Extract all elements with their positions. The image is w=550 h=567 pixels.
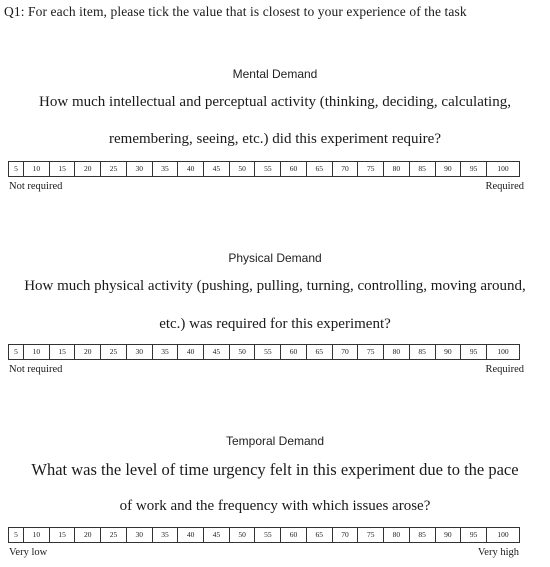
section-title: Physical Demand xyxy=(228,251,322,265)
scale-high-label: Required xyxy=(485,364,524,375)
scale-option-20[interactable]: 20 xyxy=(75,162,101,176)
scale-option-80[interactable]: 80 xyxy=(384,345,410,359)
scale-option-90[interactable]: 90 xyxy=(436,162,462,176)
scale-option-35[interactable]: 35 xyxy=(153,162,179,176)
scale-option-55[interactable]: 55 xyxy=(255,162,281,176)
scale-option-15[interactable]: 15 xyxy=(50,162,76,176)
scale-option-90[interactable]: 90 xyxy=(436,345,462,359)
scale-option-30[interactable]: 30 xyxy=(127,345,153,359)
scale-option-80[interactable]: 80 xyxy=(384,162,410,176)
scale-option-25[interactable]: 25 xyxy=(101,162,127,176)
scale-option-40[interactable]: 40 xyxy=(178,162,204,176)
rating-scale xyxy=(8,161,520,177)
scale-option-75[interactable]: 75 xyxy=(358,528,384,542)
rating-scale xyxy=(8,344,520,360)
scale-low-label: Not required xyxy=(9,181,63,192)
scale-option-60[interactable]: 60 xyxy=(281,528,307,542)
question-text-line2: etc.) was required for this experiment? xyxy=(159,316,391,332)
scale-option-25[interactable]: 25 xyxy=(101,528,127,542)
scale-option-45[interactable]: 45 xyxy=(204,528,230,542)
scale-option-100[interactable]: 100 xyxy=(497,164,509,173)
scale-option-15[interactable]: 15 xyxy=(50,528,76,542)
scale-low-label: Very low xyxy=(9,547,48,558)
scale-option-65[interactable]: 65 xyxy=(307,528,333,542)
question-text-line1: What was the level of time urgency felt in this experiment due to the pace xyxy=(31,460,519,479)
scale-option-20[interactable]: 20 xyxy=(75,528,101,542)
scale-low-label: Not required xyxy=(9,364,63,375)
scale-option-65[interactable]: 65 xyxy=(307,345,333,359)
scale-option-20[interactable]: 20 xyxy=(75,345,101,359)
scale-option-45[interactable]: 45 xyxy=(204,162,230,176)
scale-option-50[interactable]: 50 xyxy=(230,162,256,176)
scale-option-70[interactable]: 70 xyxy=(333,345,359,359)
scale-option-55[interactable]: 55 xyxy=(255,528,281,542)
scale-option-95[interactable]: 95 xyxy=(461,345,487,359)
scale-option-100[interactable]: 100 xyxy=(497,530,509,539)
scale-option-45[interactable]: 45 xyxy=(204,345,230,359)
scale-high-label: Very high xyxy=(477,547,519,558)
scale-option-5[interactable]: 5 xyxy=(9,528,24,542)
scale-option-10[interactable]: 10 xyxy=(24,345,50,359)
scale-option-50[interactable]: 50 xyxy=(230,345,256,359)
question-text-line2: remembering, seeing, etc.) did this experiment require? xyxy=(109,131,441,147)
scale-option-75[interactable]: 75 xyxy=(358,162,384,176)
scale-option-70[interactable]: 70 xyxy=(333,162,359,176)
scale-high-label: Required xyxy=(485,181,524,192)
scale-option-90[interactable]: 90 xyxy=(436,528,462,542)
scale-option-5[interactable]: 5 xyxy=(9,162,24,176)
section-title: Mental Demand xyxy=(232,67,318,81)
scale-option-100[interactable]: 100 xyxy=(497,347,509,356)
section-title: Temporal Demand xyxy=(225,434,325,448)
scale-option-85[interactable]: 85 xyxy=(410,528,436,542)
scale-option-15[interactable]: 15 xyxy=(50,345,76,359)
scale-option-85[interactable]: 85 xyxy=(410,162,436,176)
scale-option-50[interactable]: 50 xyxy=(230,528,256,542)
scale-option-70[interactable]: 70 xyxy=(333,528,359,542)
scale-option-95[interactable]: 95 xyxy=(461,528,487,542)
scale-option-30[interactable]: 30 xyxy=(127,528,153,542)
scale-option-60[interactable]: 60 xyxy=(281,162,307,176)
scale-option-10[interactable]: 10 xyxy=(24,162,50,176)
rating-scale xyxy=(8,527,520,543)
question-text-line2: of work and the frequency with which issues arose? xyxy=(119,498,431,514)
scale-option-80[interactable]: 80 xyxy=(384,528,410,542)
scale-option-40[interactable]: 40 xyxy=(178,528,204,542)
scale-option-40[interactable]: 40 xyxy=(178,345,204,359)
scale-option-30[interactable]: 30 xyxy=(127,162,153,176)
scale-option-60[interactable]: 60 xyxy=(281,345,307,359)
question-header: Q1: For each item, please tick the value that is closest to your experience of the task xyxy=(4,4,467,19)
question-text-line1: How much intellectual and perceptual activity (thinking, deciding, calculating, xyxy=(39,94,511,110)
scale-option-95[interactable]: 95 xyxy=(461,162,487,176)
scale-option-75[interactable]: 75 xyxy=(358,345,384,359)
scale-option-65[interactable]: 65 xyxy=(307,162,333,176)
scale-option-25[interactable]: 25 xyxy=(101,345,127,359)
scale-option-5[interactable]: 5 xyxy=(9,345,24,359)
question-text-line1: How much physical activity (pushing, pulling, turning, controlling, moving around, xyxy=(24,278,526,294)
scale-option-35[interactable]: 35 xyxy=(153,345,179,359)
scale-option-85[interactable]: 85 xyxy=(410,345,436,359)
scale-option-35[interactable]: 35 xyxy=(153,528,179,542)
scale-option-10[interactable]: 10 xyxy=(24,528,50,542)
scale-option-55[interactable]: 55 xyxy=(255,345,281,359)
